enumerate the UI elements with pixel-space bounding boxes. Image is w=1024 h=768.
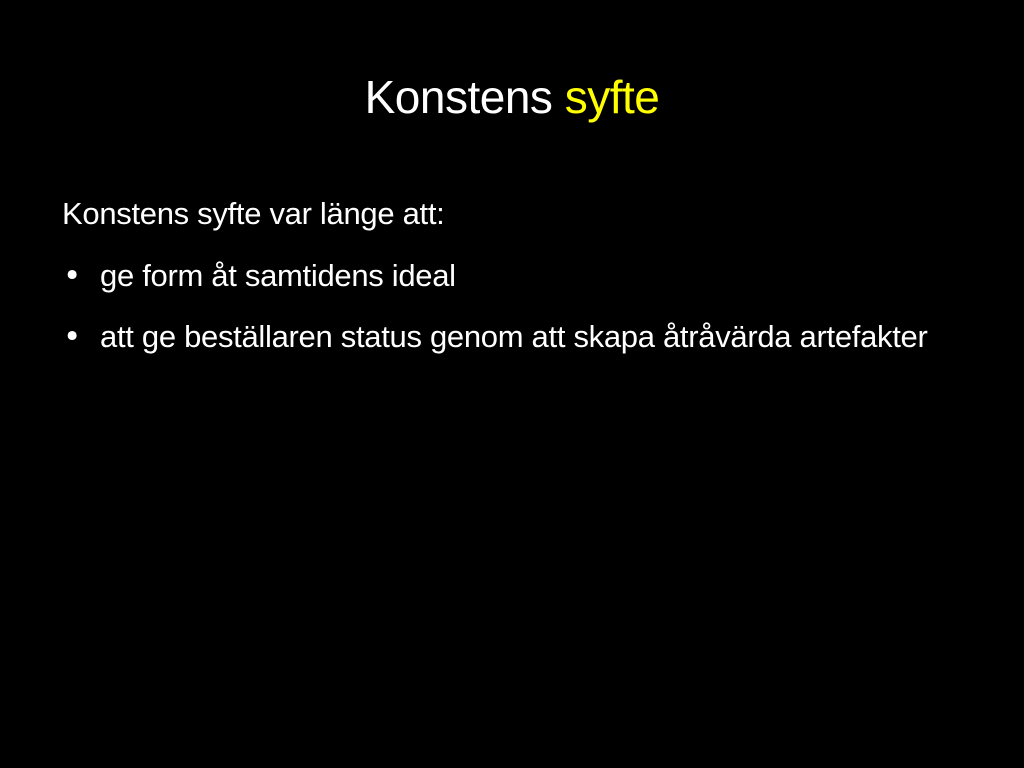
slide-title [0, 62, 1024, 132]
slide-body [62, 188, 962, 372]
bullet-item [62, 311, 962, 363]
bullet-list [62, 250, 962, 363]
title-main: Konstens [364, 71, 553, 123]
intro-text: Konstens syfte var länge att: [62, 196, 445, 231]
bullet-icon: • [63, 258, 81, 294]
bullet-text: ge form åt samtidens ideal [100, 258, 456, 293]
bullet-icon: • [63, 319, 81, 355]
bullet-item [62, 250, 962, 302]
title-accent: syfte [564, 71, 660, 123]
bullet-text: att ge beställaren status genom att skapa åtråvärda artefakter [100, 319, 928, 354]
